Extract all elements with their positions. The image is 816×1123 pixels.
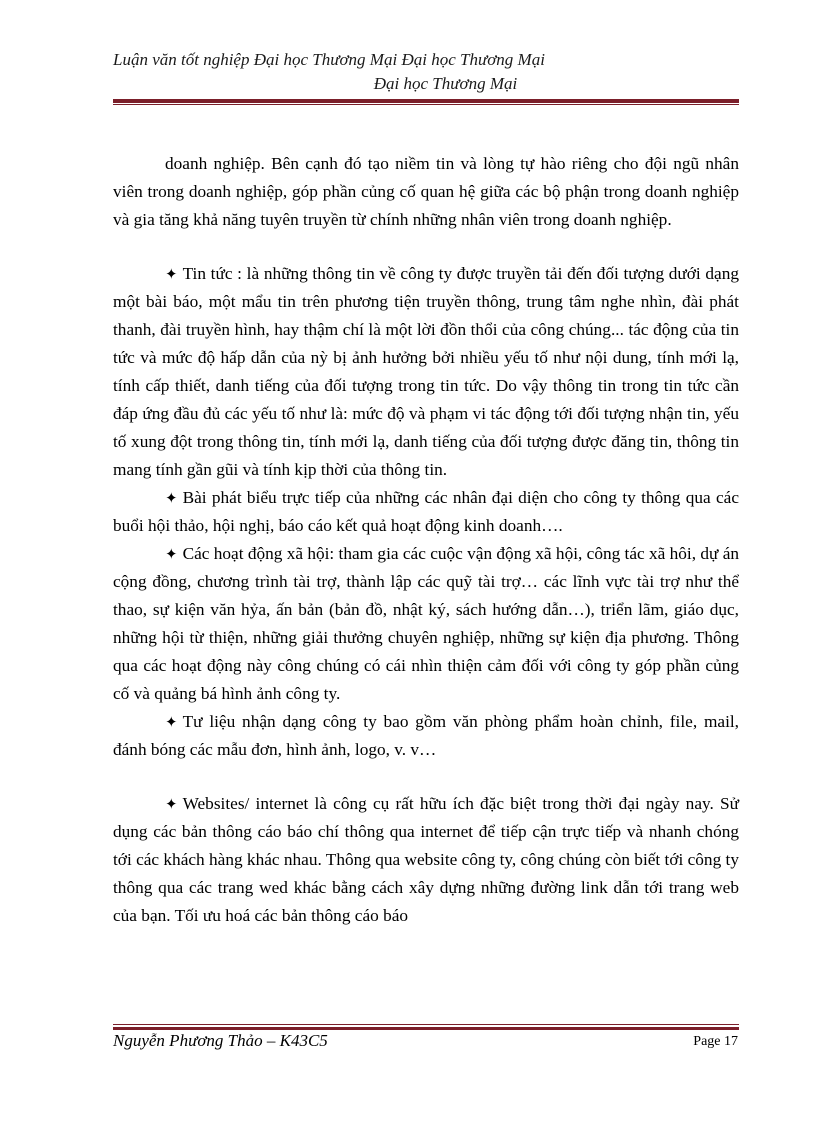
- star-bullet-icon: ✦: [165, 265, 178, 283]
- body-text: [113, 150, 739, 930]
- paragraph-speech: ✦ Bài phát biểu trực tiếp của những các nhân đại diện cho công ty thông qua các buổi hội thảo, hội nghị, báo cáo kết quả hoạt động kinh doanh….: [113, 488, 739, 535]
- paragraph-news: ✦ Tin tức : là những thông tin về công ty được truyền tải đến đối tượng dưới dạng một bài báo, một mẩu tin trên phương tiện truyền thông, trung tâm nghe nhìn, đài phát thanh, đài truyền hình, hay thậm chí là một lời đồn thổi của công chúng... tác động của tin tức và mức độ hấp dẫn của nỳ bị ảnh hưởng bởi nhiều yếu tố như nội dung, tính mới lạ, tính cấp thiết, danh tiếng của đối tượng trong tin tức. Do vậy thông tin trong tin tức cần đáp ứng đầu đủ các yếu tố như là: mức độ và phạm vi tác động tới đối tượng nhận tin, yếu tố xung đột trong thông tin, tính mới lạ, danh tiếng của đối tượng được đăng tin, thông tin mang tính gần gũi và tính kịp thời của thông tin.: [113, 264, 739, 479]
- paragraph-social-activities: ✦ Các hoạt động xã hội: tham gia các cuộc vận động xã hội, công tác xã hôi, dự án cộng đồng, chương trình tài trợ, thành lập các quỹ tài trợ… các lĩnh vực tài trợ như thể thao, sự kiện văn hỷa, ấn bản (bản đồ, nhật ký, sách hướng dẫn…), triển lãm, giáo dục, những hội từ thiện, những giải thưởng chuyên nghiệp, những sự kiện địa phương. Thông qua các hoạt động này công chúng có cái nhìn thiện cảm đối với công ty góp phần củng cố và quảng bá hình ảnh công ty.: [113, 544, 740, 703]
- header-line-2: Đại học Thương Mại: [373, 74, 518, 93]
- header-rule-thick: [113, 99, 739, 103]
- star-bullet-icon: ✦: [165, 713, 178, 731]
- footer-rule-thin: [113, 1024, 739, 1025]
- paragraph-identity-materials: ✦ Tư liệu nhận dạng công ty bao gồm văn phòng phẩm hoàn chỉnh, file, mail, đánh bóng các mẫu đơn, hình ảnh, logo, v. v…: [113, 712, 739, 759]
- paragraph-websites: ✦ Websites/ internet là công cụ rất hữu ích đặc biệt trong thời đại ngày nay. Sử dụng các bản thông cáo báo chí thông qua internet để tiếp cận trực tiếp và nhanh chóng tới các khách hàng khác nhau. Thông qua website công ty, công chúng còn biết tới công ty thông qua các trang wed khác bằng cách xây dựng những đường link dẫn tới trang web của bạn. Tối ưu hoá các bản thông cáo báo: [113, 794, 739, 925]
- paragraph: doanh nghiệp. Bên cạnh đó tạo niềm tin và lòng tự hào riêng cho đội ngũ nhân viên trong doanh nghiệp, góp phần củng cố quan hệ giữa các bộ phận trong doanh nghiệp và gia tăng khả năng tuyên truyền từ chính những nhân viên trong doanh nghiệp.: [113, 154, 739, 229]
- star-bullet-icon: ✦: [165, 489, 178, 507]
- header-rule-thin: [113, 104, 739, 105]
- footer-author: Nguyễn Phương Thảo – K43C5: [113, 1031, 328, 1050]
- header-line-1: Luận văn tốt nghiệp Đại học Thương Mại Đại học Thương Mại: [113, 50, 545, 69]
- star-bullet-icon: ✦: [165, 545, 178, 563]
- page-number: Page 17: [693, 1034, 738, 1049]
- page-header: [113, 48, 738, 96]
- star-bullet-icon: ✦: [165, 795, 178, 813]
